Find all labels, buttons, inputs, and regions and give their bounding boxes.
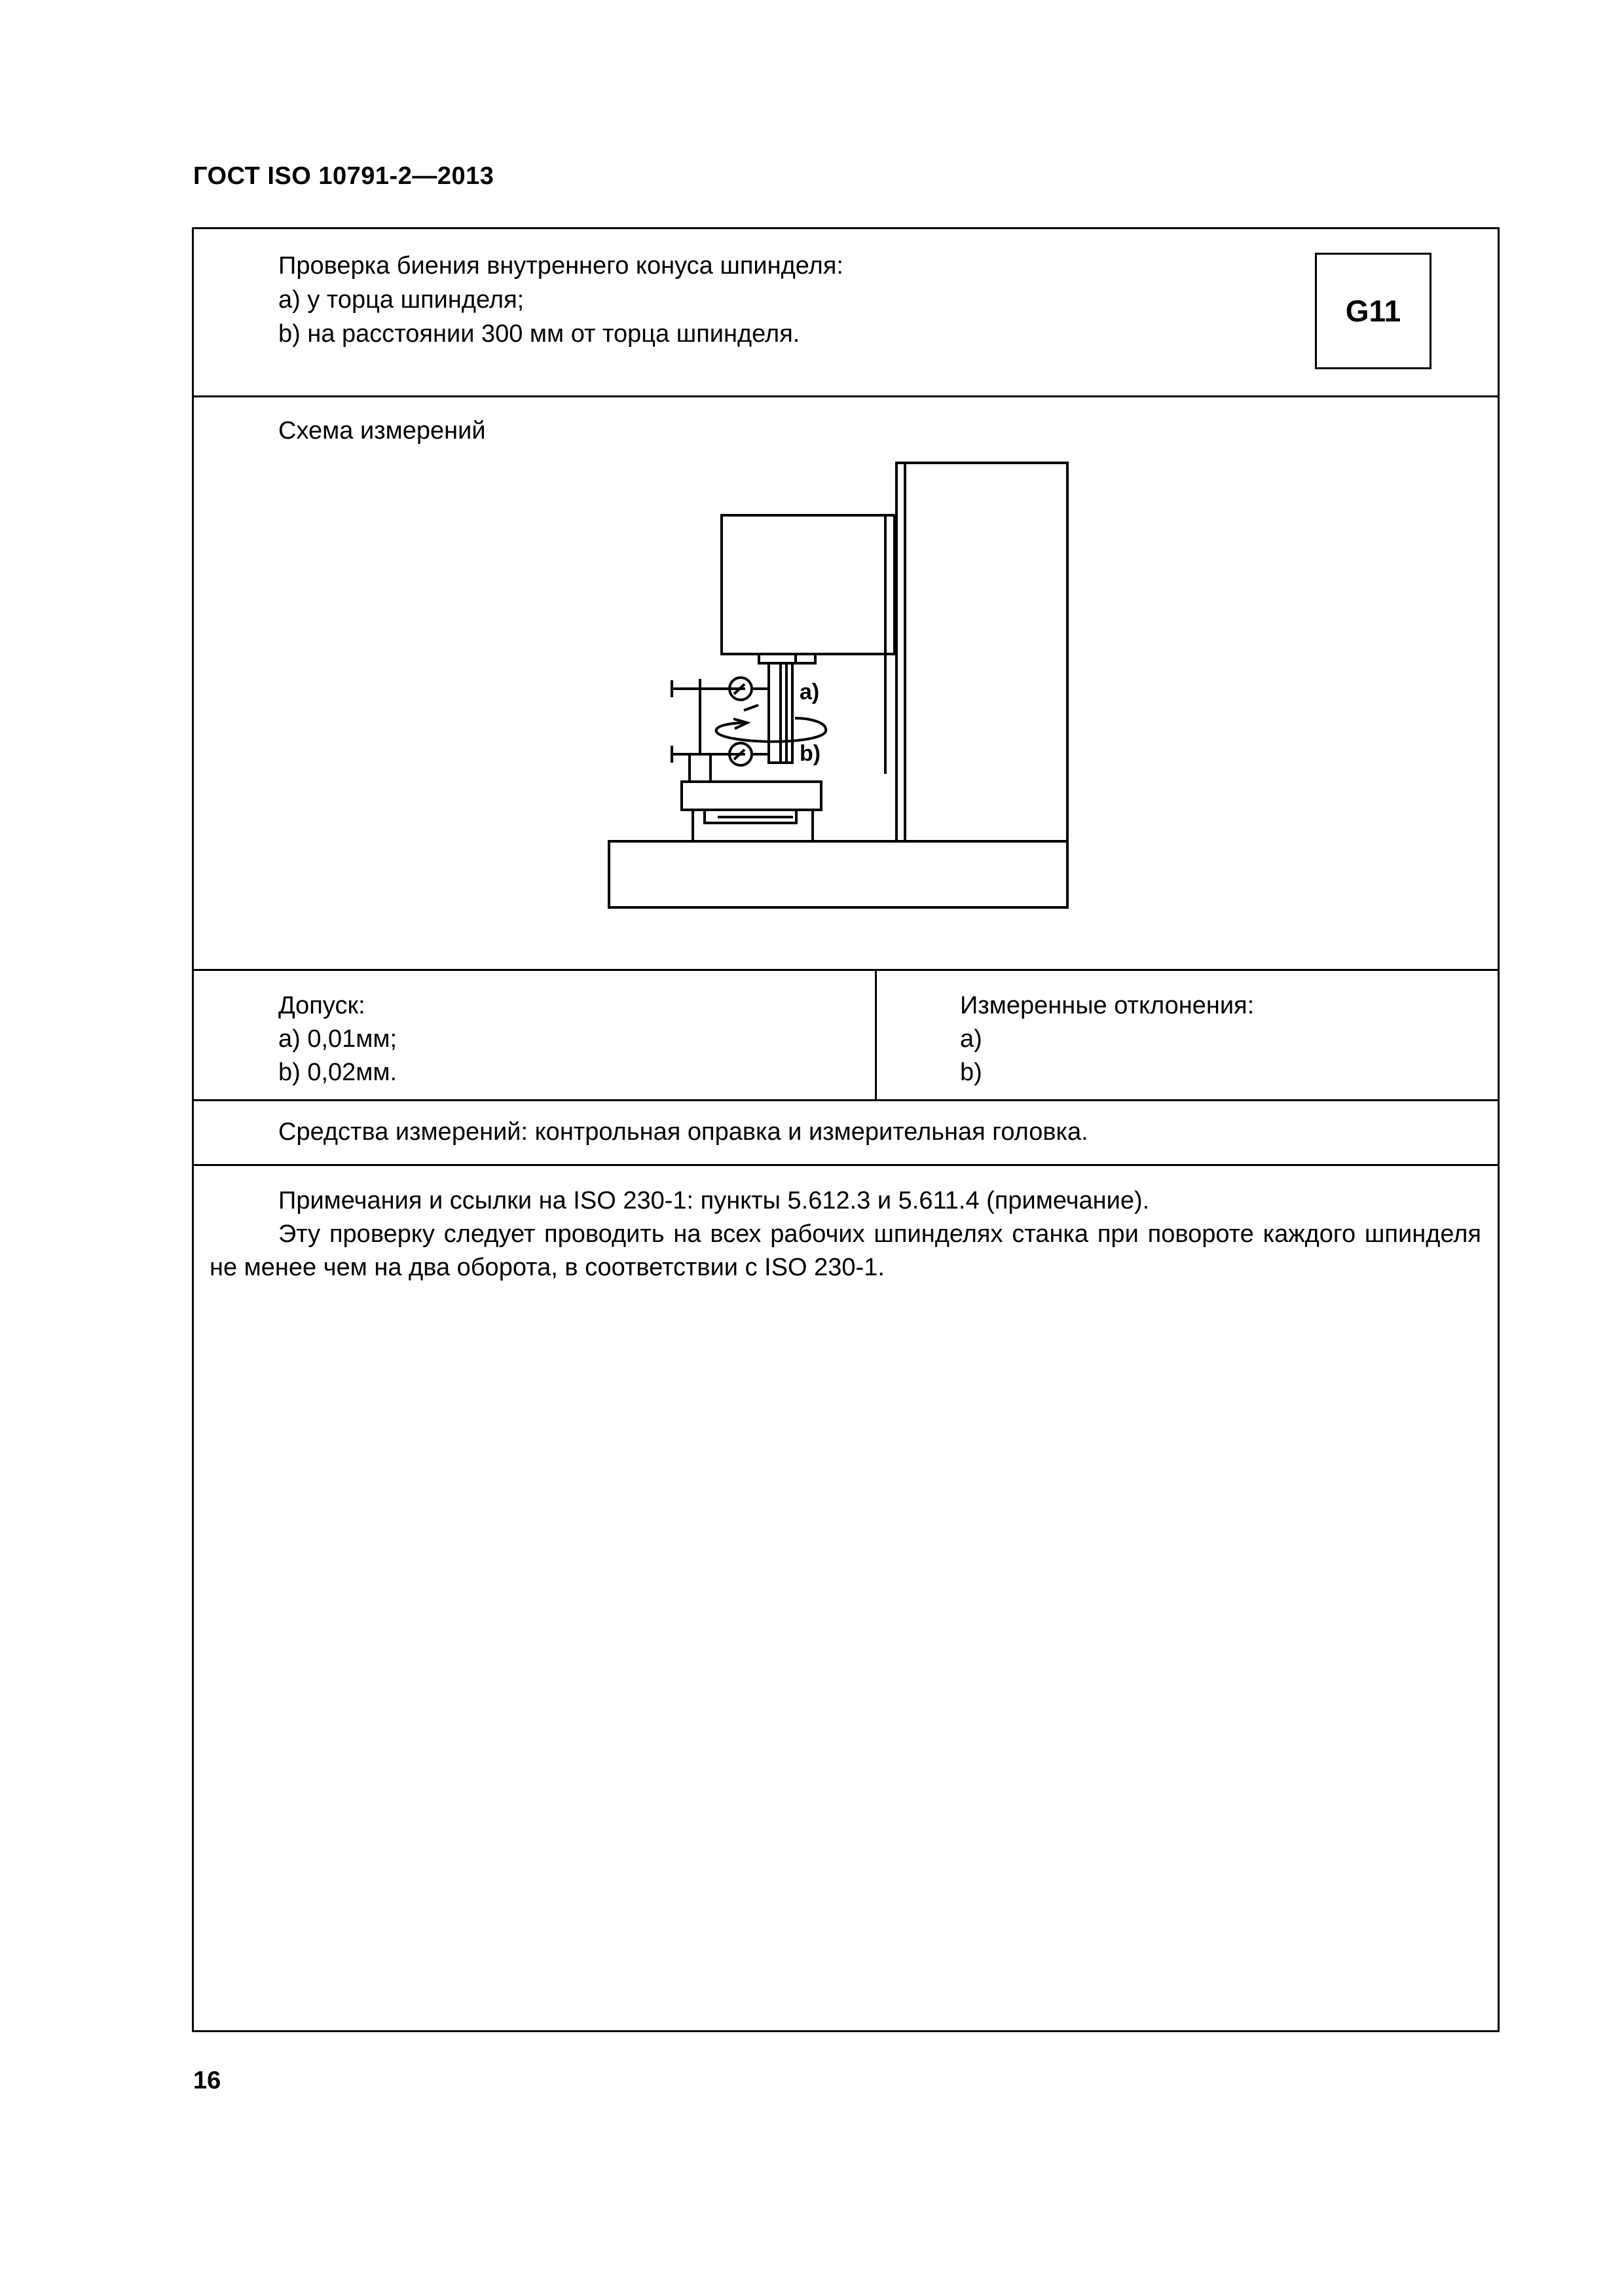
tolerance-heading: Допуск: xyxy=(278,992,365,1019)
page-number: 16 xyxy=(193,2067,221,2094)
tolerance-a: a) 0,01мм; xyxy=(278,1025,397,1053)
check-item-a: a) у торца шпинделя; xyxy=(278,286,525,314)
rotation-mark xyxy=(744,705,758,710)
table-block xyxy=(682,782,821,810)
scheme-label: Схема измерений xyxy=(278,417,486,445)
column-divider xyxy=(875,971,877,1099)
measuring-means-text: Средства измерений: контрольная оправка и измерительная головка. xyxy=(278,1118,1088,1146)
spindle-nose-right xyxy=(796,654,815,663)
measuring-means-cell xyxy=(194,1101,1498,1166)
measurement-diagram xyxy=(194,397,1498,969)
tolerance-row xyxy=(194,971,1498,1101)
title-cell xyxy=(194,229,1498,397)
notes-instruction: Эту проверку следует проводить на всех рабочих шпинделях станка при повороте каждого шпинделя не менее чем на два оборота, в соответствии с ISO 230-1. xyxy=(210,1220,1481,1281)
deviations-cell xyxy=(960,989,1254,1089)
spindle-head xyxy=(722,515,895,654)
deviation-b: b) xyxy=(960,1059,982,1086)
diagram-label-b: b) xyxy=(800,741,821,766)
tolerance-cell xyxy=(278,989,397,1089)
check-sheet-frame xyxy=(192,227,1500,2032)
check-item-b: b) на расстоянии 300 мм от торца шпинделя. xyxy=(278,320,800,348)
spindle-nose xyxy=(759,654,796,663)
machine-column xyxy=(896,463,1067,841)
indicator-post xyxy=(690,754,710,782)
table-slot xyxy=(693,810,813,841)
scheme-cell xyxy=(194,397,1498,971)
rotation-arrow xyxy=(716,718,826,742)
check-code-box: G11 xyxy=(1315,253,1431,369)
tolerance-b: b) 0,02мм. xyxy=(278,1059,397,1086)
check-title-line: Проверка биения внутреннего конуса шпинделя: xyxy=(278,252,843,280)
document-header: ГОСТ ISO 10791-2—2013 xyxy=(193,162,494,190)
notes-text xyxy=(210,1184,1481,1285)
deviation-a: a) xyxy=(960,1025,982,1053)
notes-reference: Примечания и ссылки на ISO 230-1: пункты 5.612.3 и 5.611.4 (примечание). xyxy=(278,1187,1150,1214)
diagram-label-a: a) xyxy=(800,680,820,704)
check-title xyxy=(278,249,843,351)
machine-base xyxy=(609,841,1067,907)
deviations-heading: Измеренные отклонения: xyxy=(960,992,1255,1019)
